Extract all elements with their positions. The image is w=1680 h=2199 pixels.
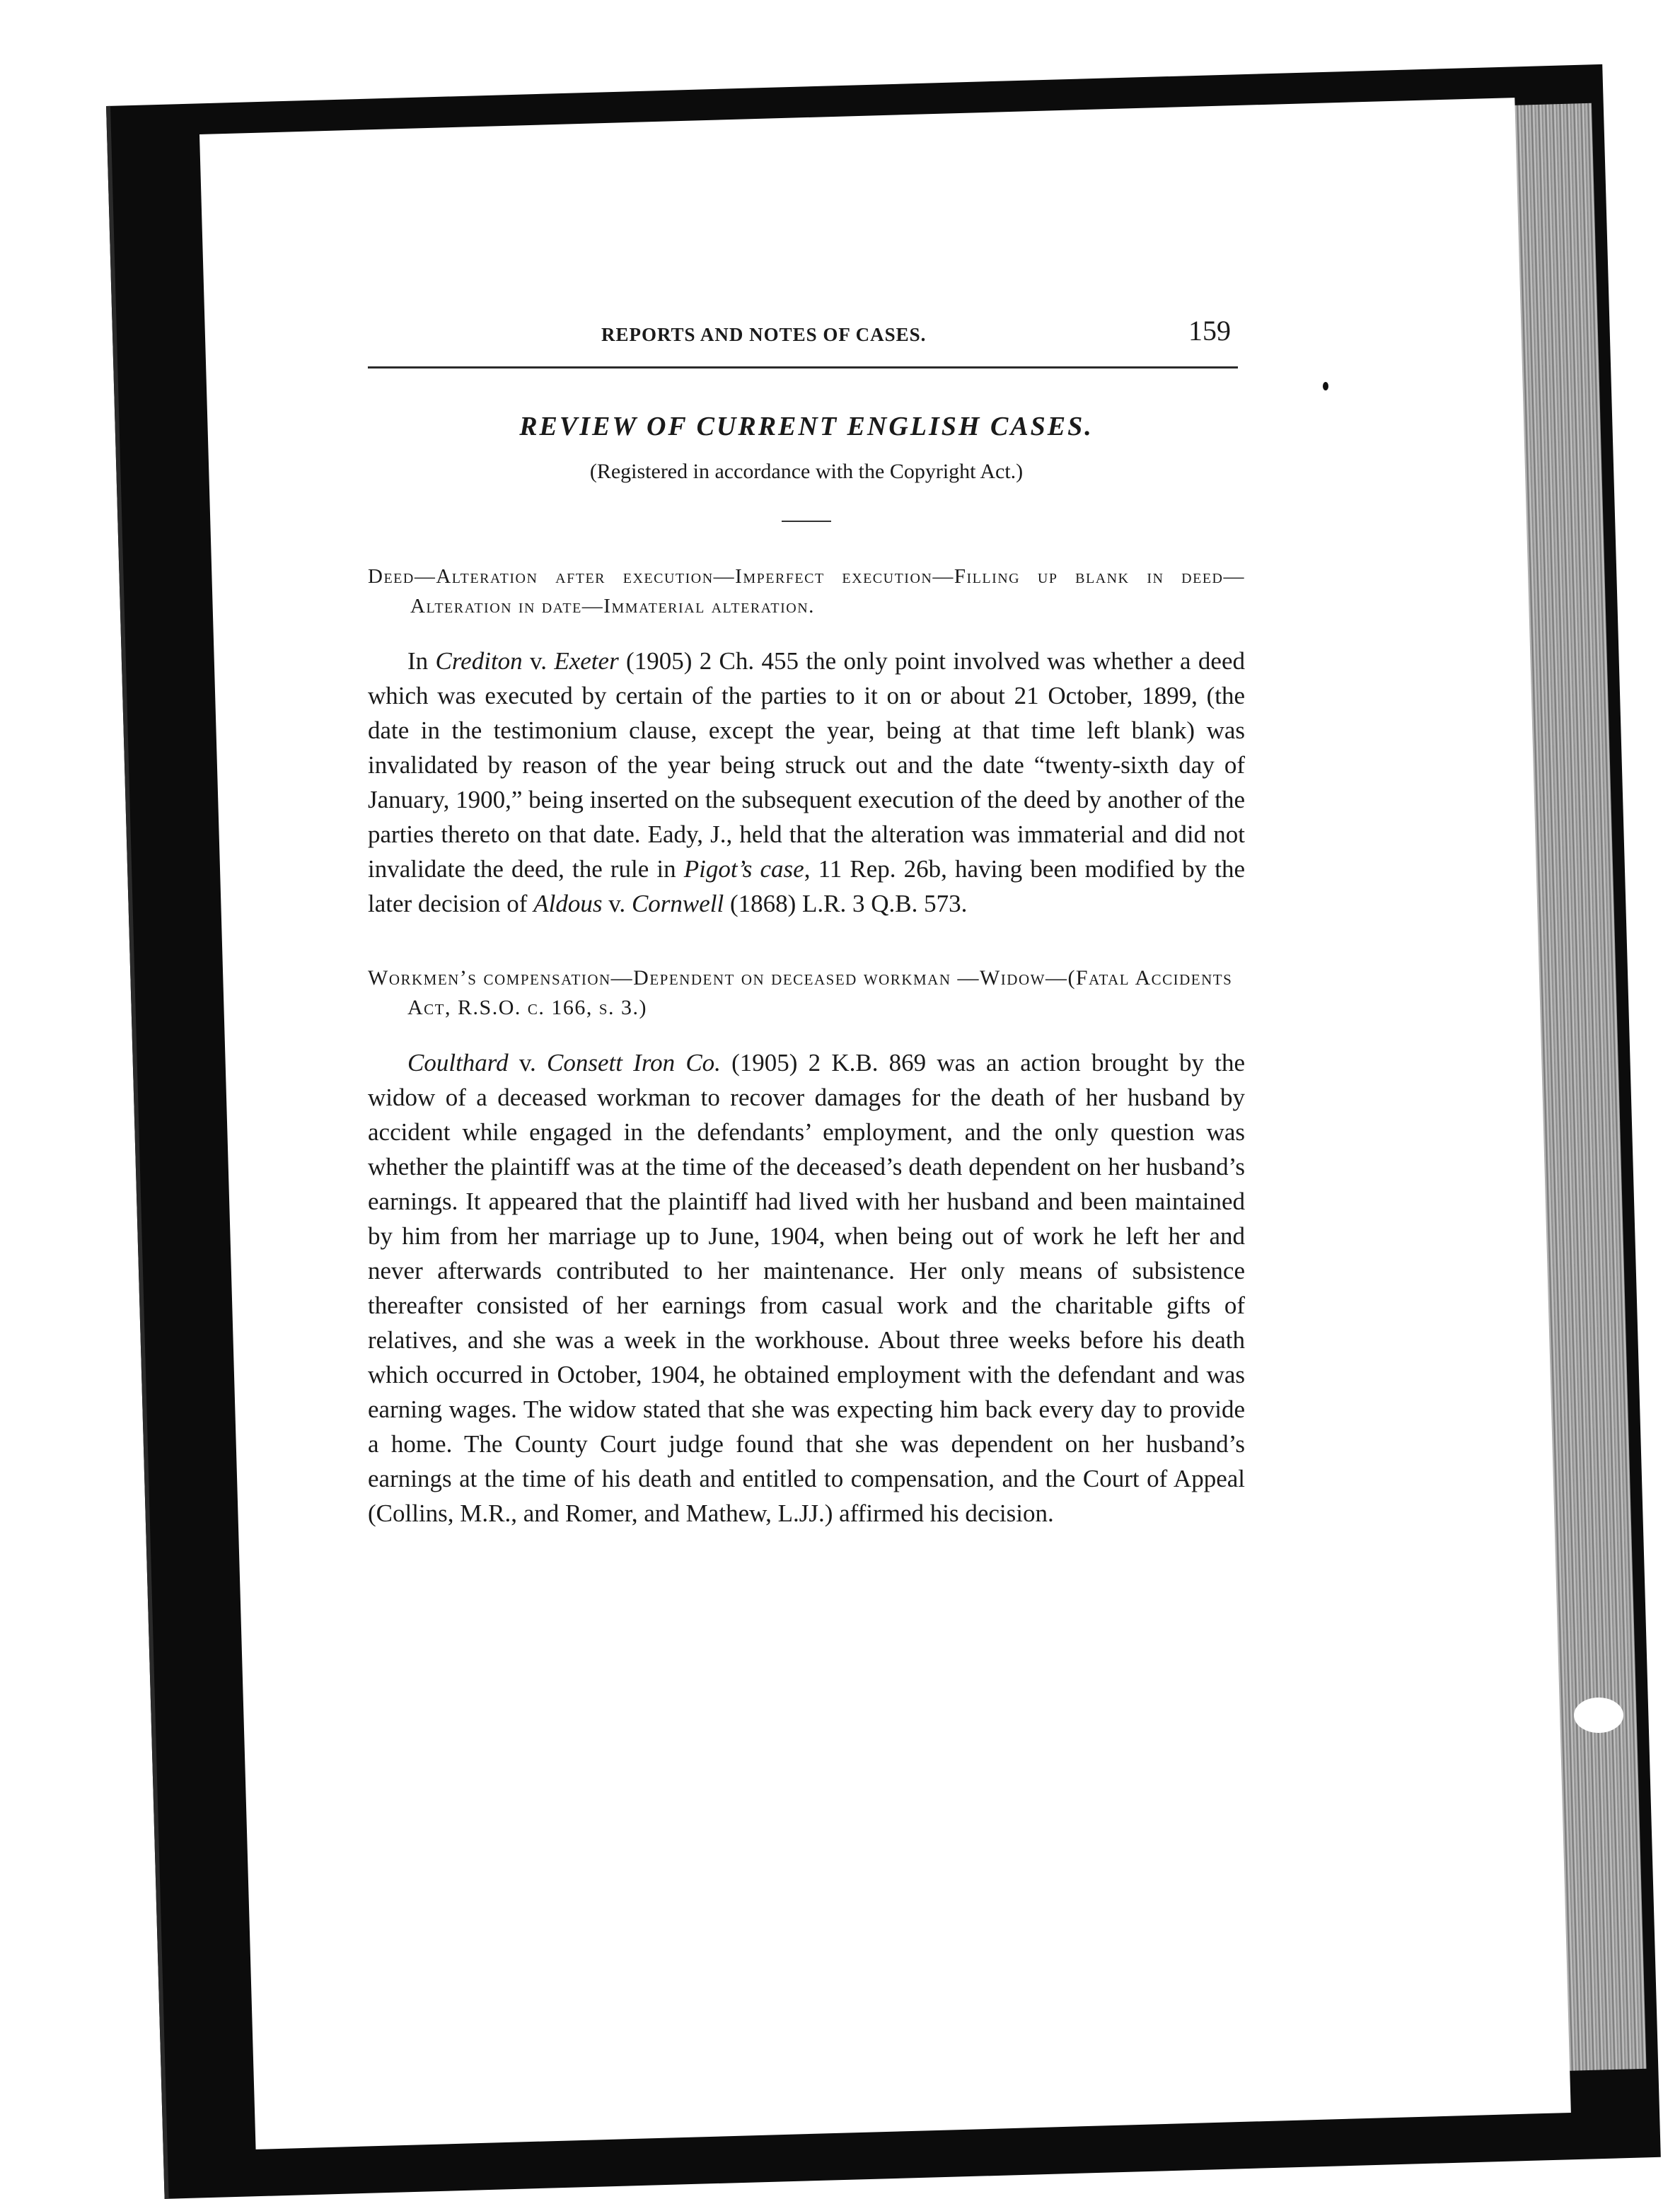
case-name: Exeter bbox=[554, 647, 619, 675]
ink-smudge bbox=[1574, 1698, 1623, 1733]
case-text: v. bbox=[508, 1049, 548, 1077]
section-subtitle: (Registered in accordance with the Copyright Act.) bbox=[589, 460, 1024, 484]
case-name: Aldous bbox=[533, 890, 603, 918]
running-head bbox=[368, 311, 1245, 361]
header-rule bbox=[368, 366, 1238, 369]
section-title: REVIEW OF CURRENT ENGLISH CASES. bbox=[519, 412, 1094, 441]
case-text: In bbox=[407, 647, 436, 675]
case-body bbox=[368, 644, 1245, 921]
case-name: Cornwell bbox=[631, 890, 724, 918]
case-name: Crediton bbox=[435, 647, 523, 675]
case-body bbox=[368, 1045, 1245, 1531]
case-name: Consett Iron Co. bbox=[547, 1049, 721, 1077]
case-name: Coulthard bbox=[407, 1049, 509, 1077]
case-text: v. bbox=[602, 890, 632, 918]
page-content bbox=[368, 311, 1245, 1555]
case-text: v. bbox=[522, 647, 555, 675]
section-divider bbox=[782, 521, 831, 522]
case-heading: Deed—Alteration after execution—Imperfect execution—Filling up blank in deed—Alteration in date—Immaterial alteration. bbox=[368, 565, 1245, 618]
case-text: (1905) 2 Ch. 455 the only point involved was whether a deed which was executed by certain of the parties to it on or about 21 October, 1899, (the date in the testimonium clause, except the year, being at that time left blank) was invalidated by reason of the year being struck out and the date “twenty-sixth day of January, 1900,” being inserted on the subsequent execution of the deed by another of the parties thereto on that date. Eady, J., held that the alteration was immaterial and did not invalidate the deed, the rule in bbox=[368, 647, 1245, 883]
page-number: 159 bbox=[1188, 315, 1231, 347]
case-text: (1905) 2 K.B. 869 was an action brought by the widow of a deceased workman to recover damages for the death of her husband by accident while engaged in the defendants’ employment, and the only question was whether the plaintiff was at the time of the deceased’s death dependent on her husband’s earnings. It appeared that the plaintiff had lived with her husband and been maintained by him from her marriage up to June, 1904, when being out of work he left her and never afterwards contributed to her maintenance. Her only means of subsistence thereafter consisted of her earnings from casual work and the charitable gifts of relatives, and she was a week in the workhouse. About three weeks before his death which occurred in October, 1904, he obtained employment with the defendant and was earning wages. The widow stated that she was expecting him back every day to provide a home. The County Court judge found that she was dependent on her husband’s earnings at the time of his death and entitled to compensation, and the Court of Appeal (Collins, M.R., and Romer, and Mathew, L.JJ.) affirmed his decision. bbox=[368, 1049, 1245, 1528]
case-name: Pigot’s case bbox=[683, 855, 804, 883]
case-heading: Workmen’s compensation—Dependent on deceased workman —Widow—(Fatal Accidents Act, R.S.O. c. 166, s. 3.) bbox=[368, 966, 1233, 1020]
case-text: , 11 Rep. 26b, having been modified by the later decision of bbox=[368, 855, 1246, 918]
ink-dot bbox=[1323, 382, 1328, 390]
case-text: (1868) L.R. 3 Q.B. 573. bbox=[724, 890, 968, 918]
running-title: REPORTS AND NOTES OF CASES. bbox=[601, 324, 927, 345]
